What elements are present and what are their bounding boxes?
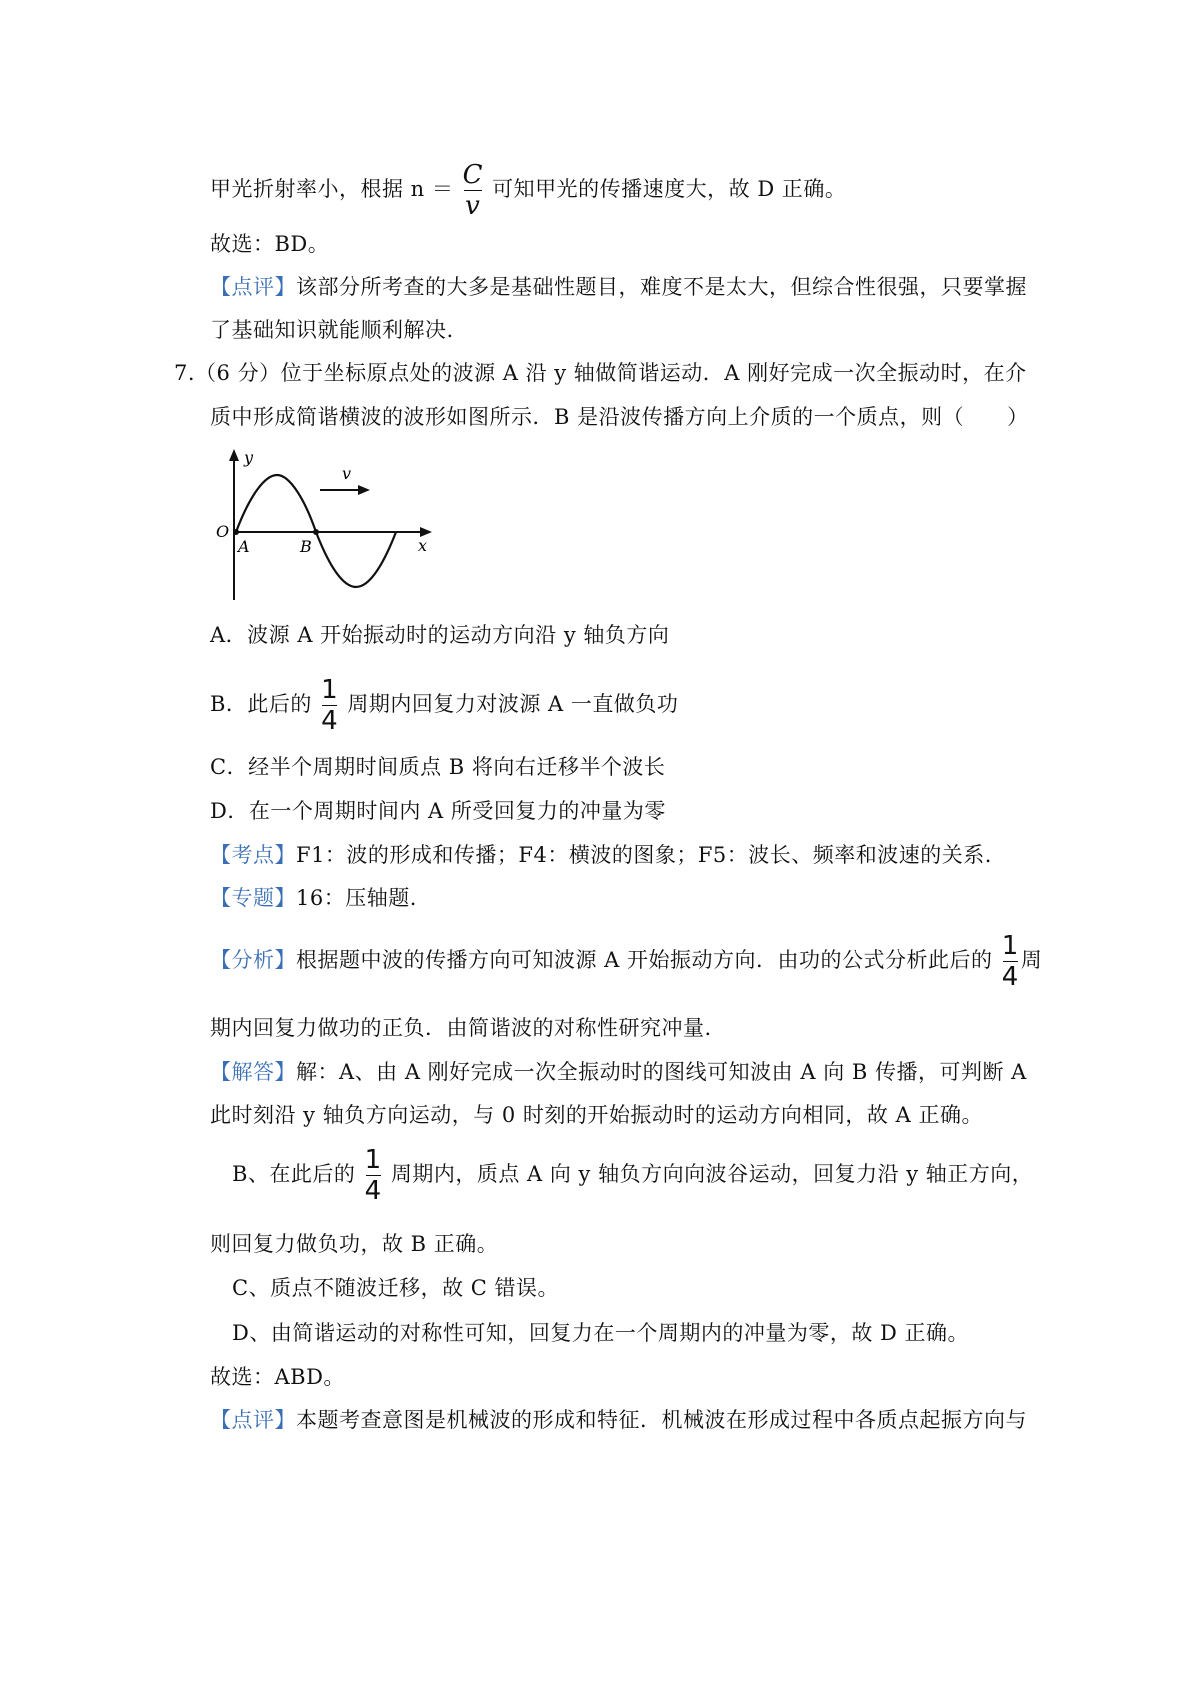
fraction-numerator: 1 (1001, 931, 1019, 961)
option-b-pre: B．此后的 (210, 692, 312, 716)
fraction-numerator: 1 (364, 1145, 382, 1175)
fenxi-text-pre: 根据题中波的传播方向可知波源 A 开始振动方向．由功的公式分析此后的 (296, 948, 993, 972)
jieda-line-1 (210, 1057, 1027, 1087)
point-a-label: A (238, 537, 250, 556)
fenxi-text-post: 周 (1020, 948, 1043, 972)
x-label: x (418, 536, 428, 555)
fenxi-tag: 【分析】 (210, 948, 296, 972)
y-label: y (244, 448, 254, 467)
prev-line-1-pre: 甲光折射率小，根据 n ＝ (210, 177, 454, 201)
jieda-line-2: 此时刻沿 y 轴负方向运动，与 0 时刻的开始振动时的运动方向相同，故 A 正确。 (210, 1103, 983, 1127)
prev-line-1 (210, 160, 846, 221)
fraction-denominator: 4 (1001, 962, 1019, 992)
choose-line: 故选：ABD。 (210, 1365, 345, 1389)
question-number: 7. (174, 361, 196, 385)
point-b-label: B (300, 537, 312, 556)
option-d: D．在一个周期时间内 A 所受回复力的冲量为零 (210, 799, 666, 823)
fraction-one-quarter (1002, 931, 1019, 992)
jieda-b-line-1 (232, 1145, 1033, 1206)
jieda-a-text-1: 解：A、由 A 刚好完成一次全振动时的图线可知波由 A 向 B 传播，可判断 A (296, 1060, 1027, 1084)
prev-choose: 故选：BD。 (210, 232, 330, 256)
kaodian-text: F1：波的形成和传播；F4：横波的图象；F5：波长、频率和波速的关系. (296, 843, 992, 867)
review-text: 本题考查意图是机械波的形成和特征．机械波在形成过程中各质点起振方向与 (296, 1408, 1027, 1432)
y-axis-arrow (229, 449, 239, 461)
fraction-denominator: 4 (364, 1176, 382, 1206)
jieda-b-line-2: 则回复力做负功，故 B 正确。 (210, 1232, 499, 1256)
jieda-tag: 【解答】 (210, 1060, 296, 1084)
fraction-numerator: 1 (321, 675, 339, 705)
point-b (313, 529, 319, 535)
fenxi-line-1 (210, 931, 1042, 992)
jieda-b-post: 周期内，质点 A 向 y 轴负方向向波谷运动，回复力沿 y 轴正方向， (390, 1162, 1034, 1186)
question-text-1: （6 分）位于坐标原点处的波源 A 沿 y 轴做简谐运动．A 刚好完成一次全振动时，在介 (195, 361, 1027, 385)
wave-figure (210, 445, 450, 605)
fraction-denominator: v (465, 191, 481, 221)
fraction-one-quarter (321, 675, 338, 736)
zhuanti-line (210, 883, 417, 913)
point-a (233, 529, 239, 535)
question-line-2: 质中形成简谐横波的波形如图所示．B 是沿波传播方向上介质的一个质点，则（ ） (210, 405, 1029, 429)
fraction-denominator: 4 (321, 706, 339, 736)
velocity-arrowhead (358, 485, 370, 495)
fraction-one-quarter (365, 1145, 382, 1206)
option-b (210, 675, 678, 736)
review-tag: 【点评】 (210, 275, 296, 299)
fraction-numerator: C (462, 160, 483, 190)
question-line-1 (174, 358, 1027, 388)
kaodian-tag: 【考点】 (210, 843, 296, 867)
review-text: 该部分所考查的大多是基础性题目，难度不是太大，但综合性很强，只要掌握 (296, 275, 1027, 299)
formula-c-over-v (463, 160, 483, 221)
jieda-c-line: C、质点不随波迁移，故 C 错误。 (232, 1276, 559, 1300)
option-a: A．波源 A 开始振动时的运动方向沿 y 轴负方向 (210, 623, 670, 647)
kaodian-line (210, 840, 992, 870)
zhuanti-text: 16：压轴题. (296, 886, 417, 910)
review-line (210, 1405, 1027, 1435)
prev-line-1-post: 可知甲光的传播速度大，故 D 正确。 (492, 177, 847, 201)
origin-label: O (216, 522, 230, 541)
fenxi-line-2: 期内回复力做功的正负．由简谐波的对称性研究冲量. (210, 1016, 712, 1040)
option-c: C．经半个周期时间质点 B 将向右迁移半个波长 (210, 755, 666, 779)
jieda-d-line: D、由简谐运动的对称性可知，回复力在一个周期内的冲量为零，故 D 正确。 (232, 1321, 970, 1345)
jieda-b-pre: B、在此后的 (232, 1162, 356, 1186)
prev-review-line-1 (210, 272, 1027, 302)
prev-review-line-2: 了基础知识就能顺利解决. (210, 318, 454, 342)
review-tag: 【点评】 (210, 1408, 296, 1432)
velocity-label: v (342, 464, 352, 483)
option-b-post: 周期内回复力对波源 A 一直做负功 (347, 692, 679, 716)
zhuanti-tag: 【专题】 (210, 886, 296, 910)
